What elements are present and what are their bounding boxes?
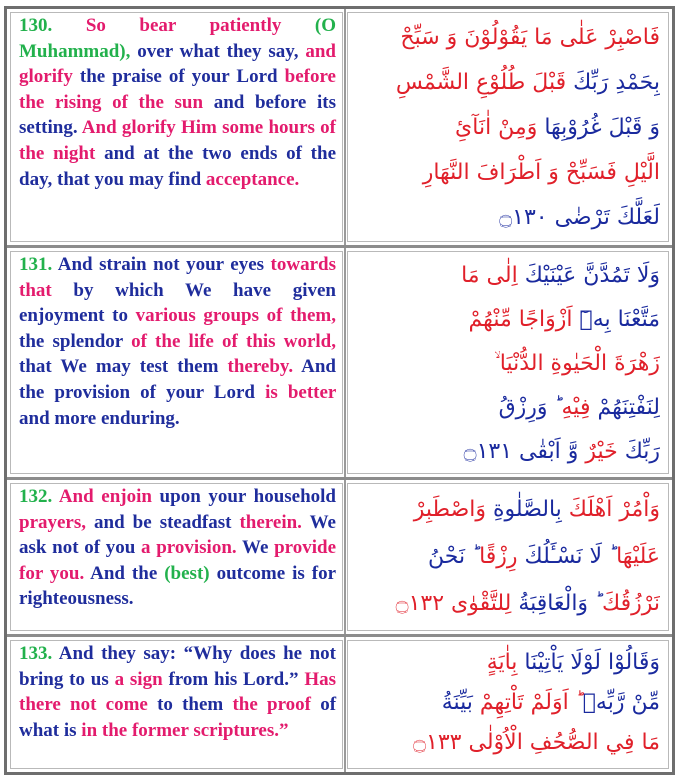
arabic-line [356, 580, 660, 627]
arabic-line [356, 386, 660, 430]
arabic-segment: وَاصْطَبِرْ [413, 497, 494, 522]
column-divider [344, 248, 346, 477]
translation-segment: before the rising of the sun [19, 66, 336, 113]
arabic-line [356, 643, 660, 683]
translation-segment: to them [147, 694, 233, 716]
column-divider [344, 9, 346, 245]
arabic-segment: وَقَالُوْا لَوْلَا يَاْتِيْنَا [517, 650, 660, 675]
arabic-segment: قَبْلَ طُلُوْعِ الشَّمْسِ [395, 70, 567, 95]
translation-segment: (best) [164, 562, 210, 584]
translation-segment: in the former scriptures.” [81, 719, 289, 741]
arabic-line [356, 150, 660, 195]
translation-segment: Has there not come [19, 668, 336, 716]
translation-segment: a sign [114, 668, 163, 690]
translation-segment: And enjoin [58, 486, 152, 507]
translation-segment: So bear patiently [85, 15, 282, 36]
arabic-segment: ؕ لَا نَسْـَٔلُكَ [517, 544, 617, 569]
translation-segment: the praise of your Lord [72, 66, 285, 88]
translation-segment: We ask not of you [19, 511, 336, 559]
translation-segment: over what they say, [130, 40, 306, 62]
arabic-text [356, 643, 660, 763]
verse-number: 130. [19, 15, 53, 36]
english-translation [19, 484, 336, 612]
arabic-segment: وَمِنْ اٰنَآئِ [455, 115, 538, 140]
arabic-segment: عَلَيْهَا [616, 544, 660, 569]
translation-segment: the splendor [19, 330, 132, 352]
arabic-segment: وَلَا تَمُدَّنَّ عَيْنَيْكَ [517, 263, 660, 288]
translation-segment: thereby. [227, 356, 294, 378]
column-divider [344, 637, 346, 772]
arabic-segment: ؕ وَرِزْقُ [498, 395, 562, 420]
arabic-segment: بَيِّنَةُ [441, 690, 473, 715]
translation-segment: that you may find [57, 168, 202, 190]
translation-segment: some hours of the night [19, 117, 337, 164]
arabic-line [356, 533, 660, 580]
translation-segment: upon your household [151, 486, 337, 507]
verse-number: 133. [19, 643, 53, 664]
arabic-text [356, 486, 660, 627]
translation-segment: of what is [19, 694, 337, 741]
translation-segment: from his Lord.” [162, 668, 305, 690]
translation-segment [281, 15, 315, 36]
verse-row [7, 480, 672, 634]
arabic-segment: بِاٰيَةٍ [486, 650, 518, 675]
arabic-segment: زَهْرَةَ الْحَيٰوةِ الدُّنْيَا ۙ [494, 351, 660, 376]
translation-segment: And glorify Him [81, 117, 217, 139]
arabic-cell [347, 251, 669, 474]
arabic-cell [347, 12, 669, 242]
arabic-segment: رِزْقًا [479, 544, 518, 569]
translation-segment: a provision. [141, 537, 237, 559]
translation-segment: And they say: “Why does he not bring to us [19, 643, 337, 690]
arabic-cell [347, 483, 669, 631]
translation-segment: and more enduring. [19, 407, 180, 429]
translation-segment: is better [265, 381, 336, 403]
arabic-line [356, 430, 660, 474]
translation-segment: prayers, [19, 511, 87, 533]
translation-segment: that We may test them [19, 356, 228, 378]
arabic-segment: ؕ نَحْنُ [428, 544, 480, 569]
arabic-segment: وَ قَبْلَ غُرُوْبِهَا [537, 115, 660, 140]
arabic-line [356, 723, 660, 763]
arabic-segment: لِنَفْتِنَهُمْ [590, 395, 660, 420]
arabic-segment: ؕ وَالْعَاقِبَةُ [511, 591, 603, 616]
translation-segment: by which We have given enjoyment to [19, 279, 336, 327]
translation-segment: therein. [239, 511, 302, 533]
arabic-line [356, 60, 660, 105]
translation-segment: acceptance. [205, 168, 300, 190]
arabic-line [356, 342, 660, 386]
arabic-cell [347, 640, 669, 769]
arabic-segment: بِحَمْدِ رَبِّكَ [566, 70, 660, 95]
translation-segment: and at the two ends of the day, [19, 142, 337, 190]
arabic-segment: مِّنْ رَّبِّهٖ [582, 690, 660, 715]
arabic-segment: فِيْهِ [561, 395, 591, 420]
translation-segment: and before its setting. [19, 91, 336, 139]
arabic-line [356, 298, 660, 342]
arabic-segment: مَتَّعْنَا بِهٖٓ [572, 307, 660, 332]
arabic-segment: ؕ اَوَلَمْ تَاْتِهِمْ [472, 690, 583, 715]
arabic-segment: نَرْزُقُكَ [602, 591, 660, 616]
arabic-text [356, 254, 660, 474]
translation-segment: And strain not your eyes [57, 254, 271, 275]
translation-segment: And the [84, 562, 165, 584]
arabic-line [356, 254, 660, 298]
arabic-segment: وَاْمُرْ اَهْلَكَ [561, 497, 660, 522]
english-cell [10, 12, 343, 242]
arabic-segment: اَزْوَاجًا مِّنْهُمْ [468, 307, 573, 332]
arabic-segment: رَبِّكَ [617, 439, 660, 464]
verse-row [7, 9, 672, 245]
translation-segment: We [236, 537, 275, 559]
english-cell [10, 251, 343, 474]
arabic-segment: وَّ اَبْقٰى ۝١٣١ [463, 439, 586, 464]
translation-segment: the proof [232, 694, 311, 716]
translation-segment: provide for you. [19, 537, 336, 584]
arabic-line [356, 105, 660, 150]
arabic-line [356, 486, 660, 533]
english-translation [19, 252, 336, 431]
english-translation [19, 641, 336, 743]
verse-row [7, 248, 672, 477]
translation-segment: outcome is for righteousness. [19, 562, 337, 610]
arabic-segment: اِلٰى مَا [461, 263, 518, 288]
arabic-line [356, 15, 660, 60]
arabic-segment: الَّيْلِ فَسَبِّحْ وَ اَطْرَافَ النَّهَارِ [422, 160, 660, 185]
verse-table [4, 6, 675, 775]
verse-number: 132. [19, 486, 53, 507]
column-divider [344, 480, 346, 634]
english-cell [10, 483, 343, 631]
verse-number: 131. [19, 254, 53, 275]
translation-segment: of the life of this world, [131, 330, 336, 352]
arabic-segment: بِالصَّلٰوةِ [493, 497, 562, 522]
arabic-segment: مَا فِي الصُّحُفِ الْاُوْلٰى ۝١٣٣ [413, 730, 660, 755]
verse-row [7, 637, 672, 772]
translation-segment: various groups of them, [135, 305, 336, 327]
arabic-line [356, 683, 660, 723]
arabic-segment: خَيْرٌ [585, 439, 618, 464]
translation-segment: And the provision of your Lord [19, 356, 336, 403]
arabic-text [356, 15, 660, 240]
translation-segment: and be steadfast [86, 511, 240, 533]
translation-segment: and glorify [19, 40, 336, 88]
english-cell [10, 640, 343, 769]
arabic-segment: لِلتَّقْوٰى ۝١٣٢ [395, 591, 512, 616]
english-translation [19, 13, 336, 192]
arabic-line [356, 195, 660, 240]
translation-segment: (O Muhammad), [19, 15, 337, 62]
arabic-segment: لَعَلَّكَ تَرْضٰى ۝١٣٠ [499, 205, 660, 230]
arabic-segment: فَاصْبِرْ عَلٰى مَا يَقُوْلُوْنَ وَ سَبِّحْ [400, 25, 660, 50]
translation-segment: towards that [19, 254, 336, 301]
